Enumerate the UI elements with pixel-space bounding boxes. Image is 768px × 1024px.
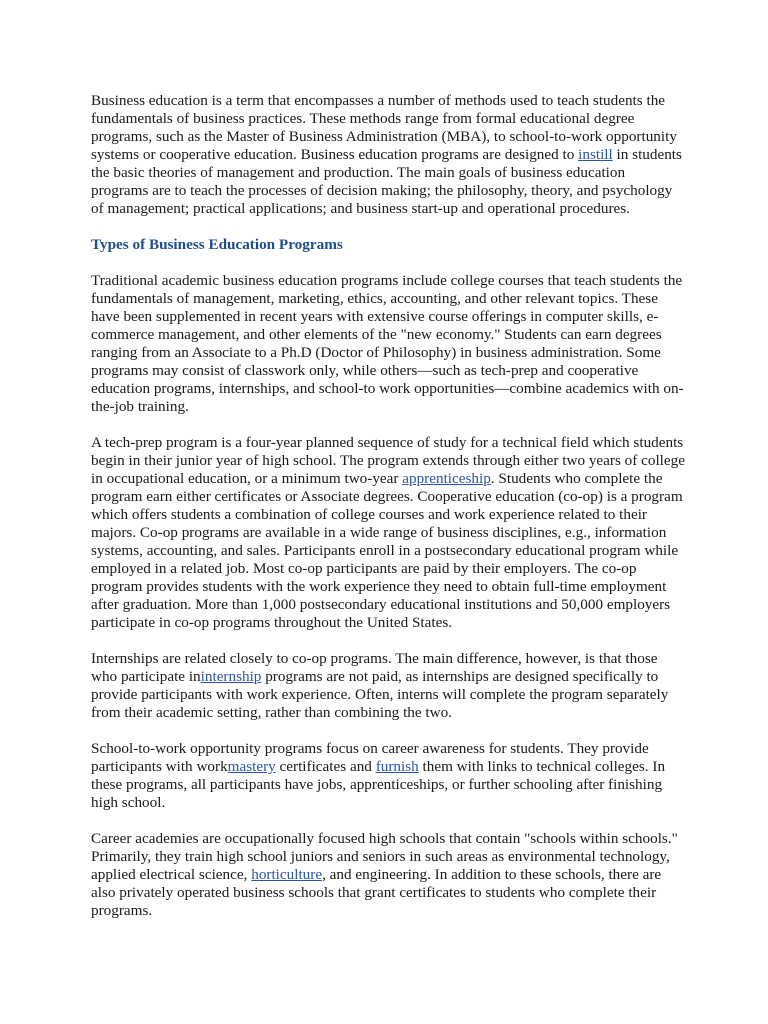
- internship-link[interactable]: internship: [200, 668, 262, 685]
- internships-paragraph: Internships are related closely to co-op programs. The main difference, however, is that those who participate ininternship programs are not paid, as internships are designed specifically to provide participants with work experience. Often, interns will complete the program separately from their academic setting, rather than combining the two.: [91, 650, 669, 721]
- intro-paragraph: Business education is a term that encompasses a number of methods used to teach students the fundamentals of business practices. These methods range from formal educational degree programs, such as the Master of Business Administration (MBA), to school-to-work opportunity systems or cooperative education. Business education programs are designed to instill in students the basic theories of management and production. The main goals of business education programs are to teach the processes of decision making; the philosophy, theory, and psychology of management; practical applications; and business start-up and operational procedures.: [91, 92, 682, 217]
- furnish-link[interactable]: furnish: [375, 758, 419, 775]
- school-to-work-paragraph: School-to-work opportunity programs focus on career awareness for students. They provide participants with workmastery certificates and furnish them with links to technical colleges. In these programs, all participants have jobs, apprenticeships, or further schooling after finishing high school.: [91, 740, 666, 811]
- document-body: [91, 92, 685, 938]
- horticulture-link[interactable]: horticulture: [251, 866, 323, 883]
- traditional-programs-paragraph: Traditional academic business education programs include college courses that teach students the fundamentals of management, marketing, ethics, accounting, and other relevant topics. These have been supplemented in recent years with extensive course offerings in computer skills, e-commerce management, and other elements of the "new economy." Students can earn degrees ranging from an Associate to a Ph.D (Doctor of Philosophy) in business administration. Some programs may consist of classwork only, while others—such as tech-prep and cooperative education programs, internships, and school-to work opportunities—combine academics with on-the-job training.: [91, 272, 684, 415]
- section-heading: Types of Business Education Programs: [91, 236, 343, 253]
- tech-prep-paragraph: A tech-prep program is a four-year planned sequence of study for a technical field which students begin in their junior year of high school. The program extends through either two years of college in occupational education, or a minimum two-year apprenticeship. Students who complete the program earn either certificates or Associate degrees. Cooperative education (co-op) is a program which offers students a combination of college courses and work experience related to their majors. Co-op programs are available in a wide range of business disciplines, e.g., information systems, accounting, and sales. Participants enroll in a postsecondary educational program while employed in a related job. Most co-op participants are paid by their employers. The co-op program provides students with the work experience they need to obtain full-time employment after graduation. More than 1,000 postsecondary educational institutions and 50,000 employers participate in co-op programs throughout the United States.: [91, 434, 685, 631]
- apprenticeship-link[interactable]: apprenticeship: [402, 470, 491, 487]
- career-academies-paragraph: Career academies are occupationally focused high schools that contain "schools within schools." Primarily, they train high school juniors and seniors in such areas as environmental technology, applied electrical science, horticulture, and engineering. In addition to these schools, there are also privately operated business schools that grant certificates to students who complete their programs.: [91, 830, 678, 919]
- instill-link[interactable]: instill: [578, 146, 613, 163]
- mastery-link[interactable]: mastery: [227, 758, 276, 775]
